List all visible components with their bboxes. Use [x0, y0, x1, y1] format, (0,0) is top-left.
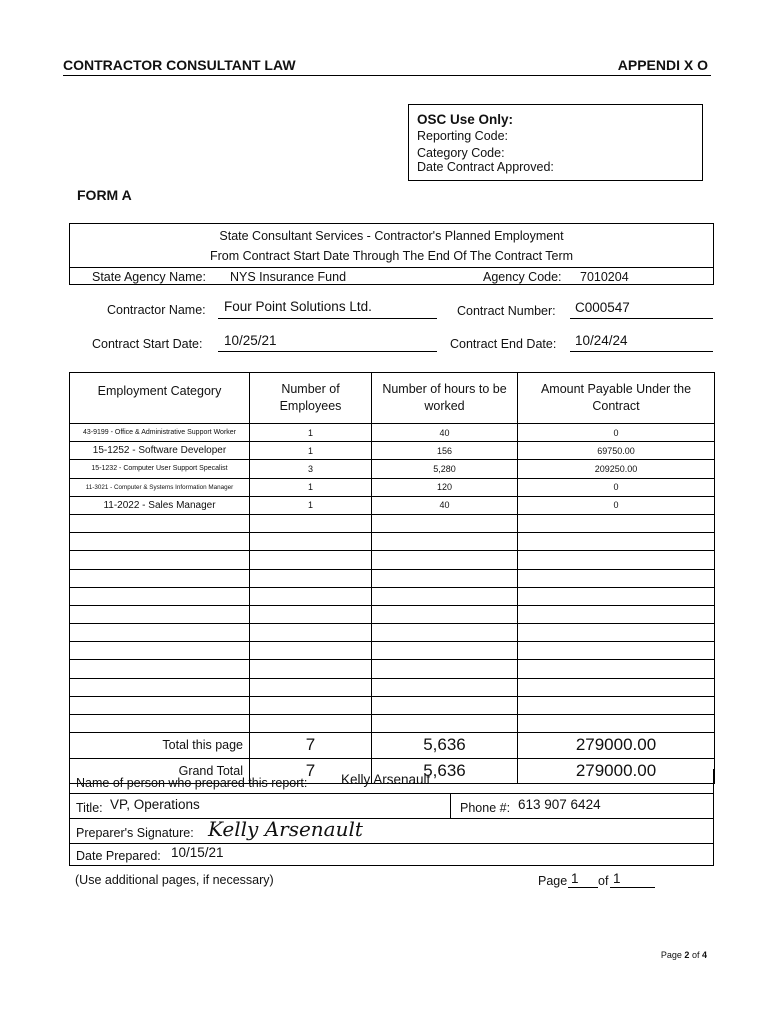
empty-cell[interactable]	[70, 587, 250, 605]
date-prepared-label: Date Prepared:	[76, 849, 161, 863]
amount-cell[interactable]: 209250.00	[518, 460, 715, 478]
empty-cell[interactable]	[250, 605, 372, 623]
header-hours-worked: Number of hours to be worked	[372, 373, 518, 424]
header-amount-payable: Amount Payable Under the Contract	[518, 373, 715, 424]
start-date-field[interactable]: 10/25/21	[224, 333, 277, 348]
empty-cell[interactable]	[372, 678, 518, 696]
title-line-2: From Contract Start Date Through The End Of The Contract Term	[209, 249, 574, 263]
table-row	[70, 460, 715, 478]
empty-table-row	[70, 678, 715, 696]
contract-number-field[interactable]: C000547	[575, 300, 630, 315]
employees-cell[interactable]: 1	[250, 496, 372, 514]
empty-cell[interactable]	[372, 605, 518, 623]
total-hours: 5,636	[372, 733, 518, 759]
grand-total-label: Grand Total	[70, 758, 250, 784]
empty-cell[interactable]	[250, 551, 372, 569]
category-cell[interactable]: 15-1252 - Software Developer	[70, 442, 250, 460]
category-cell[interactable]: 11-2022 - Sales Manager	[70, 496, 250, 514]
empty-cell[interactable]	[372, 642, 518, 660]
empty-cell[interactable]	[372, 660, 518, 678]
total-amount: 279000.00	[518, 733, 715, 759]
empty-cell[interactable]	[250, 715, 372, 733]
empty-cell[interactable]	[70, 569, 250, 587]
empty-table-row	[70, 551, 715, 569]
signature-row	[69, 819, 714, 844]
employees-cell[interactable]: 3	[250, 460, 372, 478]
empty-table-row	[70, 696, 715, 714]
contractor-name-label: Contractor Name:	[107, 303, 206, 317]
amount-cell[interactable]: 0	[518, 424, 715, 442]
empty-cell[interactable]	[518, 605, 715, 623]
title-box	[69, 223, 714, 285]
grand-total-hours: 5,636	[372, 758, 518, 784]
empty-table-row	[70, 533, 715, 551]
empty-table-row	[70, 624, 715, 642]
empty-cell[interactable]	[70, 605, 250, 623]
table-row	[70, 478, 715, 496]
empty-table-row	[70, 715, 715, 733]
empty-cell[interactable]	[70, 533, 250, 551]
amount-cell[interactable]: 69750.00	[518, 442, 715, 460]
date-prepared-row	[69, 844, 714, 866]
empty-cell[interactable]	[372, 696, 518, 714]
empty-cell[interactable]	[518, 696, 715, 714]
start-date-label: Contract Start Date:	[92, 337, 203, 351]
amount-cell[interactable]: 0	[518, 496, 715, 514]
empty-cell[interactable]	[250, 660, 372, 678]
osc-use-only-box	[408, 104, 703, 181]
empty-table-row	[70, 642, 715, 660]
category-cell[interactable]: 43-9199 - Office & Administrative Support Worker	[70, 424, 250, 442]
agency-name-label: State Agency Name:	[92, 270, 206, 284]
title-phone-divider	[450, 794, 451, 819]
empty-cell[interactable]	[518, 587, 715, 605]
empty-cell[interactable]	[70, 642, 250, 660]
empty-cell[interactable]	[70, 678, 250, 696]
contractor-name-underline	[218, 318, 437, 319]
prepared-by-field[interactable]: Kelly Arsenault	[341, 772, 431, 787]
header-divider	[63, 75, 711, 76]
agency-code-value[interactable]: 7010204	[580, 270, 629, 284]
empty-cell[interactable]	[372, 533, 518, 551]
empty-cell[interactable]	[250, 569, 372, 587]
phone-label: Phone #:	[460, 801, 511, 815]
page-footer-of: of	[691, 950, 700, 960]
page-footer-total: 4	[701, 950, 707, 960]
contract-number-label: Contract Number:	[457, 304, 556, 318]
empty-cell[interactable]	[518, 533, 715, 551]
start-date-underline	[218, 351, 437, 352]
empty-cell[interactable]	[518, 660, 715, 678]
end-date-underline	[570, 351, 713, 352]
header-employment-category: Employment Category	[70, 373, 250, 424]
signature-image[interactable]: Kelly Arsenault	[208, 817, 363, 841]
agency-name-value[interactable]: NYS Insurance Fund	[230, 270, 347, 284]
empty-cell[interactable]	[518, 678, 715, 696]
header-title: CONTRACTOR CONSULTANT LAW	[63, 57, 296, 73]
hours-cell[interactable]: 40	[372, 496, 518, 514]
empty-cell[interactable]	[372, 569, 518, 587]
page-label: Page	[538, 874, 568, 888]
total-label: Total this page	[70, 733, 250, 759]
page-footer-current: 2	[684, 950, 690, 960]
reporting-code-label: Reporting Code:	[417, 129, 509, 143]
page-total-field[interactable]: 1	[613, 871, 621, 886]
category-code-label: Category Code:	[417, 146, 505, 160]
header-number-employees: Number of Employees	[250, 373, 372, 424]
empty-cell[interactable]	[518, 715, 715, 733]
employees-cell[interactable]: 1	[250, 442, 372, 460]
empty-cell[interactable]	[518, 551, 715, 569]
page-footer-prefix: Page	[660, 950, 682, 960]
total-row	[70, 733, 715, 759]
empty-cell[interactable]	[518, 569, 715, 587]
date-prepared-field[interactable]: 10/15/21	[171, 845, 224, 860]
additional-pages-note: (Use additional pages, if necessary)	[75, 873, 274, 887]
empty-cell[interactable]	[372, 715, 518, 733]
table-header-row	[70, 373, 715, 424]
page-footer	[661, 950, 707, 960]
contract-number-underline	[570, 318, 713, 319]
end-date-label: Contract End Date:	[450, 337, 557, 351]
table-row	[70, 442, 715, 460]
empty-table-row	[70, 587, 715, 605]
empty-cell[interactable]	[250, 642, 372, 660]
empty-cell[interactable]	[70, 715, 250, 733]
hours-cell[interactable]: 156	[372, 442, 518, 460]
form-label: FORM A	[77, 187, 132, 203]
total-employees: 7	[250, 733, 372, 759]
empty-cell[interactable]	[250, 678, 372, 696]
empty-cell[interactable]	[70, 551, 250, 569]
empty-table-row	[70, 660, 715, 678]
prepared-by-row	[69, 769, 714, 794]
category-cell[interactable]: 11-3021 - Computer & Systems Information Manager	[70, 478, 250, 496]
empty-cell[interactable]	[250, 696, 372, 714]
amount-cell[interactable]: 0	[518, 478, 715, 496]
employees-cell[interactable]: 1	[250, 424, 372, 442]
agency-code-label: Agency Code:	[483, 270, 562, 284]
empty-cell[interactable]	[70, 624, 250, 642]
title-field[interactable]: VP, Operations	[110, 797, 200, 812]
employees-cell[interactable]: 1	[250, 478, 372, 496]
page-number-field[interactable]: 1	[571, 871, 579, 886]
signature-label: Preparer's Signature:	[76, 826, 194, 840]
page-total-underline	[610, 887, 655, 888]
empty-cell[interactable]	[372, 514, 518, 532]
empty-cell[interactable]	[372, 587, 518, 605]
empty-cell[interactable]	[70, 660, 250, 678]
empty-cell[interactable]	[250, 624, 372, 642]
empty-cell[interactable]	[372, 551, 518, 569]
empty-cell[interactable]	[250, 533, 372, 551]
empty-cell[interactable]	[250, 514, 372, 532]
phone-field[interactable]: 613 907 6424	[518, 797, 601, 812]
hours-cell[interactable]: 5,280	[372, 460, 518, 478]
category-cell[interactable]: 15-1232 - Computer User Support Specalist	[70, 460, 250, 478]
end-date-field[interactable]: 10/24/24	[575, 333, 628, 348]
empty-cell[interactable]	[518, 642, 715, 660]
table-row	[70, 496, 715, 514]
empty-table-row	[70, 605, 715, 623]
empty-cell[interactable]	[372, 624, 518, 642]
table-row	[70, 424, 715, 442]
empty-table-row	[70, 514, 715, 532]
hours-cell[interactable]: 40	[372, 424, 518, 442]
employment-table	[69, 372, 715, 784]
grand-total-amount: 279000.00	[518, 758, 715, 784]
page-number-underline	[568, 887, 598, 888]
empty-cell[interactable]	[518, 624, 715, 642]
appendix-label: APPENDI X O	[617, 57, 708, 73]
empty-cell[interactable]	[70, 514, 250, 532]
title-line-1: State Consultant Services - Contractor's Planned Employment	[219, 229, 564, 243]
prepared-by-label: Name of person who prepared this report:	[76, 776, 308, 790]
title-box-divider	[70, 267, 713, 268]
osc-title: OSC Use Only:	[417, 112, 514, 127]
empty-cell[interactable]	[518, 514, 715, 532]
empty-cell[interactable]	[250, 587, 372, 605]
title-phone-row	[69, 794, 714, 819]
contractor-name-field[interactable]: Four Point Solutions Ltd.	[224, 299, 372, 314]
hours-cell[interactable]: 120	[372, 478, 518, 496]
date-approved-label: Date Contract Approved:	[417, 160, 554, 174]
grand-total-employees: 7	[250, 758, 372, 784]
empty-table-row	[70, 569, 715, 587]
of-label: of	[598, 874, 609, 888]
empty-cell[interactable]	[70, 696, 250, 714]
title-label: Title:	[76, 801, 103, 815]
